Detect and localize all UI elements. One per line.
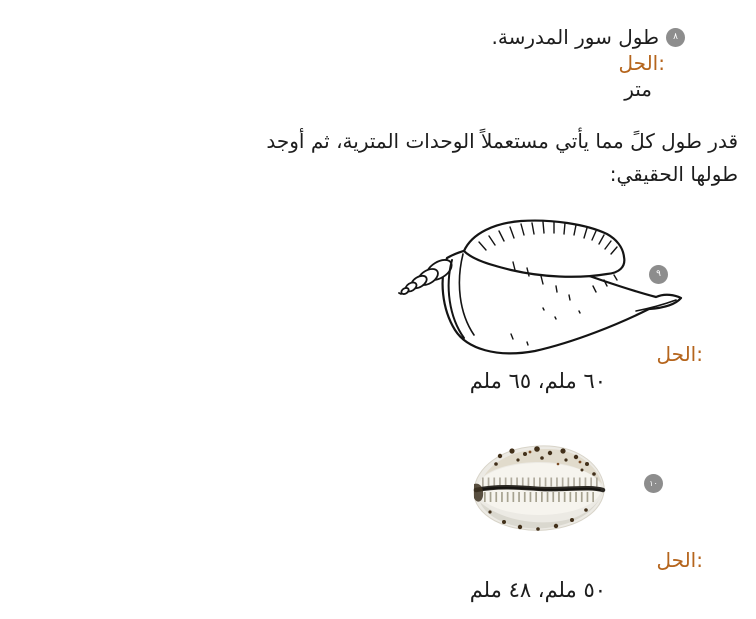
solution-label-q10: الحل: — [656, 548, 703, 572]
instruction-line-1: قدر طول كلً مما يأتي مستعملاً الوحدات المترية، ثم أوجد — [266, 129, 738, 153]
question-number-badge-8: ٨ — [666, 28, 685, 47]
answer-q8: متر — [624, 77, 652, 101]
instruction-line-2: طولها الحقيقي: — [609, 162, 738, 186]
solution-label-q8: الحل: — [618, 51, 665, 75]
question-number-badge-10: ١٠ — [644, 474, 663, 493]
question-8-title: طول سور المدرسة. — [491, 25, 659, 49]
answer-q9: ٦٠ ملم، ٦٥ ملم — [469, 369, 606, 393]
solution-label-q9: الحل: — [656, 342, 703, 366]
conch-shell-illustration — [393, 216, 693, 364]
cowrie-shell-image — [470, 440, 608, 534]
instruction-paragraph — [98, 125, 738, 191]
answer-q10: ٥٠ ملم، ٤٨ ملم — [469, 578, 606, 602]
cowrie-shell-photo — [470, 440, 608, 534]
question-number-badge-9: ٩ — [649, 265, 668, 284]
question-8-line — [492, 23, 685, 51]
conch-shell-drawing — [393, 216, 693, 364]
